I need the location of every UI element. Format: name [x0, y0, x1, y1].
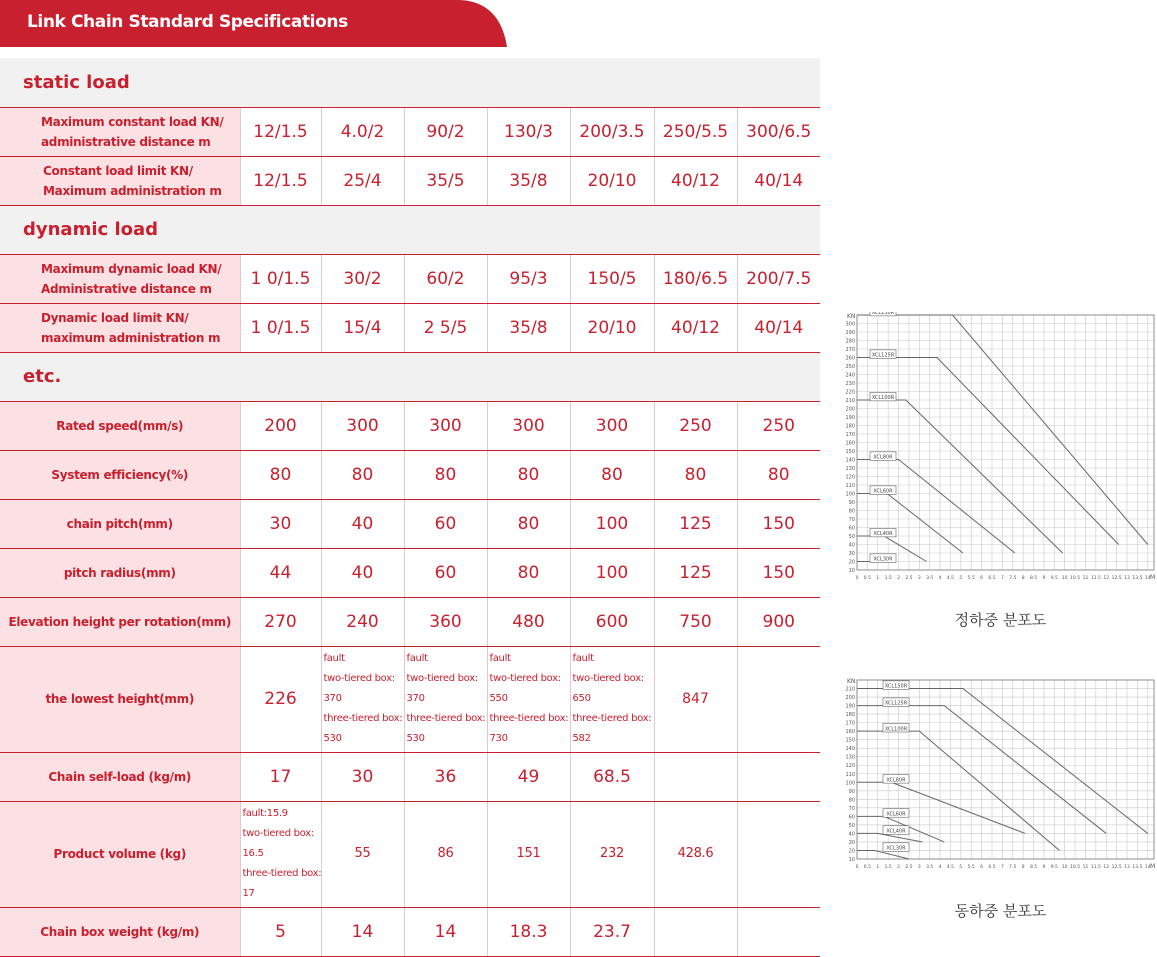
value-cell: 1 0/1.5 — [240, 254, 321, 303]
y-tick-label: 260 — [845, 355, 855, 362]
value-cell: 40 — [321, 548, 404, 597]
value-line: three-tiered box: — [489, 713, 569, 724]
value-cell: 240 — [321, 597, 404, 646]
value-cell — [737, 801, 820, 907]
value-cell: 5 — [240, 907, 321, 956]
x-tick-label: 8.5 — [1029, 865, 1038, 870]
value-cell: 250/5.5 — [654, 107, 737, 156]
value-cell: 23.7 — [570, 907, 654, 956]
value-cell: 12/1.5 — [240, 107, 321, 156]
x-tick-label: 11 — [1082, 576, 1089, 581]
x-tick-label: 6 — [980, 865, 984, 870]
dynamic-load-section-title: dynamic load — [0, 205, 820, 254]
series-label: XCL80R — [873, 454, 893, 461]
x-tick-label: 4.5 — [946, 865, 955, 870]
x-tick-label: 1 — [876, 865, 880, 870]
x-tick-label: 12.5 — [1111, 865, 1122, 870]
value-cell: 18.3 — [487, 907, 570, 956]
y-tick-label: 10 — [848, 857, 855, 863]
load-curve — [857, 850, 909, 859]
system-efficiency-row — [0, 450, 820, 499]
value-cell: 300 — [570, 401, 654, 450]
value-cell: 150/5 — [570, 254, 654, 303]
static-load-section — [0, 58, 820, 107]
y-tick-label: 170 — [845, 432, 855, 438]
y-tick-label: 30 — [848, 839, 855, 846]
y-tick-label: 240 — [845, 372, 855, 379]
value-cell: 200/7.5 — [737, 254, 820, 303]
value-cell: 40/12 — [654, 156, 737, 205]
x-tick-label: 11.5 — [1090, 576, 1101, 581]
value-cell: 60 — [404, 548, 487, 597]
value-cell: 847 — [654, 646, 737, 752]
series-label: XCL100R — [884, 726, 908, 733]
max-constant-load-row-label — [0, 107, 240, 156]
load-curve — [857, 494, 963, 554]
y-tick-label: 210 — [845, 686, 855, 693]
rated-speed-row — [0, 401, 820, 450]
x-tick-label: 2 — [897, 576, 900, 581]
page-title: Link Chain Standard Specifications — [27, 12, 348, 32]
x-tick-label: 0 — [855, 576, 859, 581]
y-tick-label: 30 — [848, 551, 855, 557]
value-cell: 150 — [737, 548, 820, 597]
value-cell: 14 — [321, 907, 404, 956]
value-cell-multiline — [321, 646, 404, 752]
series-label: XCL100R — [871, 395, 895, 402]
etc-section-title: etc. — [0, 352, 820, 401]
value-line: 17 — [242, 888, 255, 899]
pitch-radius-row — [0, 548, 820, 597]
value-line: fault:15.9 — [242, 808, 288, 819]
value-cell: 60/2 — [404, 254, 487, 303]
y-tick-label: 180 — [845, 712, 855, 719]
value-cell: 4.0/2 — [321, 107, 404, 156]
y-tick-label: 70 — [848, 517, 855, 523]
dynamic-load-limit-row-label-line2: maximum administration m — [41, 330, 221, 345]
value-cell — [654, 752, 737, 801]
value-cell: 100 — [570, 548, 654, 597]
series-label: XCL40R — [886, 828, 906, 835]
y-tick-label: 110 — [845, 483, 855, 489]
value-cell: 80 — [321, 450, 404, 499]
x-tick-label: 12 — [1103, 865, 1110, 870]
value-line: 530 — [323, 733, 342, 744]
x-tick-label: 14 — [1144, 576, 1151, 581]
value-cell: 40/12 — [654, 303, 737, 352]
max-constant-load-row-label-line1: Maximum constant load KN/ — [41, 114, 224, 129]
value-line: two-tiered box: — [323, 673, 395, 684]
y-tick-label: 130 — [845, 466, 855, 472]
chain-pitch-row — [0, 499, 820, 548]
value-cell: 20/10 — [570, 156, 654, 205]
value-cell: 80 — [737, 450, 820, 499]
dynamic-load-limit-row-label-line1: Dynamic load limit KN/ — [41, 310, 189, 325]
y-tick-label: 120 — [845, 763, 855, 770]
value-cell: 480 — [487, 597, 570, 646]
x-tick-label: 9.5 — [1050, 865, 1058, 870]
value-cell: 35/8 — [487, 156, 570, 205]
value-cell: 2 5/5 — [404, 303, 487, 352]
value-cell: 30 — [240, 499, 321, 548]
value-cell: 55 — [321, 801, 404, 907]
x-tick-label: 8.5 — [1029, 576, 1038, 581]
value-cell: 150 — [737, 499, 820, 548]
series-label: XCL125R — [884, 700, 908, 707]
series-label: XCL150R — [884, 683, 908, 690]
y-tick-label: 20 — [848, 848, 855, 855]
y-tick-label: 220 — [845, 389, 855, 396]
value-cell: 200 — [240, 401, 321, 450]
value-cell: 86 — [404, 801, 487, 907]
value-line: 16.5 — [242, 848, 264, 859]
dynamic-load-chart-caption: 동하중 분포도 — [954, 902, 1047, 920]
x-tick-label: 12 — [1103, 576, 1110, 581]
constant-load-limit-row-label-line1: Constant load limit KN/ — [43, 163, 193, 178]
max-constant-load-row-label-line2: administrative distance m — [41, 134, 211, 149]
chain-self-load-row — [0, 752, 820, 801]
x-tick-label: 11.5 — [1090, 865, 1101, 870]
x-tick-label: 3 — [917, 576, 921, 581]
value-cell: 90/2 — [404, 107, 487, 156]
value-cell: 80 — [654, 450, 737, 499]
value-cell: 12/1.5 — [240, 156, 321, 205]
x-tick-label: 7.5 — [1009, 576, 1017, 581]
x-tick-label: 7.5 — [1009, 865, 1017, 870]
elevation-height-row-label: Elevation height per rotation(mm) — [0, 597, 240, 646]
value-cell — [737, 646, 820, 752]
series-label: XCL60R — [873, 488, 893, 495]
constant-load-limit-row-label — [0, 156, 240, 205]
load-curve — [857, 460, 1015, 554]
y-tick-label: 110 — [845, 771, 855, 778]
value-line: fault — [323, 653, 345, 664]
value-cell: 49 — [487, 752, 570, 801]
y-tick-label: 100 — [845, 780, 855, 787]
y-tick-label: 90 — [848, 500, 855, 506]
x-tick-label: 3 — [917, 865, 921, 870]
value-cell: 900 — [737, 597, 820, 646]
y-tick-label: 20 — [848, 559, 855, 566]
y-tick-label: 10 — [848, 568, 855, 574]
value-cell: 300 — [404, 401, 487, 450]
y-tick-label: 120 — [845, 474, 855, 481]
x-tick-label: 1.5 — [884, 865, 892, 870]
value-cell: 30/2 — [321, 254, 404, 303]
y-tick-label: 200 — [845, 695, 855, 702]
value-cell: 250 — [654, 401, 737, 450]
series-label: XCL80R — [886, 777, 906, 784]
value-line: two-tiered box: — [572, 673, 644, 684]
chain-self-load-row-label: Chain self-load (kg/m) — [0, 752, 240, 801]
lowest-height-row-label: the lowest height(mm) — [0, 646, 240, 752]
value-cell-multiline — [240, 801, 321, 907]
series-label: XCL60R — [886, 811, 906, 818]
value-line: fault — [406, 653, 428, 664]
y-tick-label: 200 — [845, 406, 855, 413]
value-cell-multiline — [570, 646, 654, 752]
y-tick-label: 150 — [845, 737, 855, 744]
value-line: fault — [572, 653, 594, 664]
y-unit-label: KN — [847, 313, 856, 320]
value-cell: 40/14 — [737, 156, 820, 205]
y-tick-label: 140 — [845, 457, 855, 464]
max-constant-load-row — [0, 107, 820, 156]
series-label: XCL30R — [873, 556, 893, 563]
value-line: two-tiered box: — [242, 828, 314, 839]
system-efficiency-row-label: System efficiency(%) — [0, 450, 240, 499]
series-label: XCL40R — [873, 531, 893, 538]
spec-table-body — [0, 58, 820, 956]
x-unit-label: M — [1150, 574, 1156, 581]
x-tick-label: 13.5 — [1132, 865, 1143, 870]
x-tick-label: 4.5 — [946, 576, 955, 581]
y-unit-label: KN — [847, 678, 856, 685]
x-tick-label: 6.5 — [988, 576, 996, 581]
max-dynamic-load-row-label-line1: Maximum dynamic load KN/ — [41, 261, 222, 276]
dynamic-load-limit-row — [0, 303, 820, 352]
x-unit-label: M — [1150, 863, 1156, 870]
y-tick-label: 190 — [845, 703, 855, 710]
constant-load-limit-row-label-line2: Maximum administration m — [43, 183, 222, 198]
x-tick-label: 9 — [1042, 576, 1046, 581]
max-dynamic-load-row-label — [0, 254, 240, 303]
value-line: 650 — [572, 693, 591, 704]
value-cell: 95/3 — [487, 254, 570, 303]
x-tick-label: 2.5 — [905, 576, 913, 581]
value-cell-multiline — [404, 646, 487, 752]
value-cell: 14 — [404, 907, 487, 956]
value-cell: 200/3.5 — [570, 107, 654, 156]
value-cell: 270 — [240, 597, 321, 646]
y-tick-label: 280 — [845, 338, 855, 345]
dynamic-load-limit-row-label — [0, 303, 240, 352]
x-tick-label: 14 — [1144, 865, 1151, 870]
header-tab — [0, 0, 507, 47]
spec-table — [0, 58, 820, 957]
y-tick-label: 90 — [848, 788, 855, 795]
value-line: 530 — [406, 733, 425, 744]
value-cell: 40 — [321, 499, 404, 548]
y-tick-label: 150 — [845, 449, 855, 455]
x-tick-label: 6.5 — [988, 865, 996, 870]
y-tick-label: 60 — [848, 814, 855, 821]
chain-box-weight-row — [0, 907, 820, 956]
value-line: 730 — [489, 733, 508, 744]
value-cell: 36 — [404, 752, 487, 801]
x-tick-label: 8 — [1021, 865, 1025, 870]
x-tick-label: 5 — [959, 865, 963, 870]
x-tick-label: 5.5 — [967, 865, 975, 870]
y-tick-label: 230 — [845, 381, 855, 387]
value-cell — [654, 907, 737, 956]
value-line: three-tiered box: — [242, 868, 321, 879]
x-tick-label: 11 — [1082, 865, 1089, 870]
value-cell-multiline — [487, 646, 570, 752]
y-tick-label: 50 — [848, 822, 855, 829]
value-cell: 232 — [570, 801, 654, 907]
chain-pitch-row-label: chain pitch(mm) — [0, 499, 240, 548]
value-cell: 80 — [487, 450, 570, 499]
x-tick-label: 2 — [897, 865, 900, 870]
value-cell: 30 — [321, 752, 404, 801]
load-chart-svg — [843, 312, 1157, 584]
x-tick-label: 13 — [1124, 865, 1130, 870]
x-tick-label: 10 — [1061, 576, 1068, 581]
y-tick-label: 270 — [845, 347, 855, 353]
series-label: XCL125R — [871, 352, 895, 359]
value-cell: 40/14 — [737, 303, 820, 352]
value-line: fault — [489, 653, 511, 664]
x-tick-label: 6 — [980, 576, 984, 581]
x-tick-label: 1.5 — [884, 576, 892, 581]
value-cell: 25/4 — [321, 156, 404, 205]
y-tick-label: 190 — [845, 415, 855, 421]
value-cell: 17 — [240, 752, 321, 801]
y-tick-label: 300 — [845, 321, 855, 328]
y-tick-label: 250 — [845, 364, 855, 370]
value-line: three-tiered box: — [323, 713, 403, 724]
lowest-height-row — [0, 646, 820, 752]
value-cell: 80 — [487, 499, 570, 548]
elevation-height-row — [0, 597, 820, 646]
value-cell: 100 — [570, 499, 654, 548]
y-tick-label: 160 — [845, 440, 855, 447]
load-curve — [857, 833, 922, 842]
chain-box-weight-row-label: Chain box weight (kg/m) — [0, 907, 240, 956]
value-cell: 360 — [404, 597, 487, 646]
y-tick-label: 40 — [848, 831, 855, 838]
static-load-section-title: static load — [0, 58, 820, 107]
value-cell: 68.5 — [570, 752, 654, 801]
y-tick-label: 170 — [845, 720, 855, 727]
x-tick-label: 1 — [876, 576, 880, 581]
y-tick-label: 40 — [848, 542, 855, 549]
value-cell: 1 0/1.5 — [240, 303, 321, 352]
y-tick-label: 70 — [848, 805, 855, 812]
value-line: three-tiered box: — [406, 713, 486, 724]
value-cell: 600 — [570, 597, 654, 646]
value-line: 370 — [406, 693, 425, 704]
value-cell: 130/3 — [487, 107, 570, 156]
pitch-radius-row-label: pitch radius(mm) — [0, 548, 240, 597]
value-line: two-tiered box: — [489, 673, 561, 684]
x-tick-label: 0 — [855, 865, 859, 870]
y-tick-label: 80 — [848, 508, 855, 515]
load-chart-svg — [843, 677, 1157, 873]
y-tick-label: 130 — [845, 754, 855, 761]
x-tick-label: 4 — [938, 865, 942, 870]
value-cell: 125 — [654, 499, 737, 548]
x-tick-label: 3.5 — [926, 576, 934, 581]
y-tick-label: 100 — [845, 491, 855, 498]
dynamic-load-section — [0, 205, 820, 254]
value-cell: 300 — [321, 401, 404, 450]
x-tick-label: 5 — [959, 576, 963, 581]
x-tick-label: 4 — [938, 576, 942, 581]
x-tick-label: 9 — [1042, 865, 1046, 870]
x-tick-label: 7 — [1000, 576, 1004, 581]
y-tick-label: 140 — [845, 746, 855, 753]
value-cell: 300 — [487, 401, 570, 450]
value-cell — [737, 752, 820, 801]
x-tick-label: 9.5 — [1050, 576, 1058, 581]
value-cell: 15/4 — [321, 303, 404, 352]
value-cell: 35/5 — [404, 156, 487, 205]
value-cell: 250 — [737, 401, 820, 450]
y-tick-label: 80 — [848, 797, 855, 804]
value-cell — [737, 907, 820, 956]
value-cell: 300/6.5 — [737, 107, 820, 156]
value-cell: 80 — [487, 548, 570, 597]
static-load-chart-caption: 정하중 분포도 — [954, 611, 1047, 629]
x-tick-label: 10.5 — [1070, 576, 1081, 581]
value-cell: 20/10 — [570, 303, 654, 352]
value-cell: 151 — [487, 801, 570, 907]
series-label: XCL30R — [886, 845, 906, 852]
x-tick-label: 2.5 — [905, 865, 913, 870]
constant-load-limit-row — [0, 156, 820, 205]
value-cell: 44 — [240, 548, 321, 597]
x-tick-label: 5.5 — [967, 576, 975, 581]
x-tick-label: 8 — [1021, 576, 1025, 581]
product-volume-row — [0, 801, 820, 907]
value-cell: 80 — [404, 450, 487, 499]
max-dynamic-load-row-label-line2: Administrative distance m — [41, 281, 212, 296]
value-line: three-tiered box: — [572, 713, 652, 724]
y-tick-label: 210 — [845, 398, 855, 404]
value-cell: 226 — [240, 646, 321, 752]
y-tick-label: 180 — [845, 423, 855, 430]
value-line: 550 — [489, 693, 508, 704]
x-tick-label: 7 — [1000, 865, 1004, 870]
value-line: 370 — [323, 693, 342, 704]
y-tick-label: 50 — [848, 534, 855, 540]
dynamic-load-chart — [843, 677, 1157, 877]
x-tick-label: 10 — [1061, 865, 1068, 870]
y-tick-label: 60 — [848, 525, 855, 532]
x-tick-label: 0.5 — [863, 576, 871, 581]
value-line: two-tiered box: — [406, 673, 478, 684]
x-tick-label: 12.5 — [1111, 576, 1122, 581]
value-cell: 35/8 — [487, 303, 570, 352]
y-tick-label: 160 — [845, 729, 855, 736]
series-label: XCL150R — [871, 312, 895, 317]
value-line: 582 — [572, 733, 591, 744]
x-tick-label: 0.5 — [863, 865, 871, 870]
x-tick-label: 13.5 — [1132, 576, 1143, 581]
product-volume-row-label: Product volume (kg) — [0, 801, 240, 907]
value-cell: 125 — [654, 548, 737, 597]
x-tick-label: 13 — [1124, 576, 1130, 581]
value-cell: 180/6.5 — [654, 254, 737, 303]
y-tick-label: 290 — [845, 330, 855, 336]
static-load-chart — [843, 312, 1157, 588]
max-dynamic-load-row — [0, 254, 820, 303]
value-cell: 750 — [654, 597, 737, 646]
value-cell: 428.6 — [654, 801, 737, 907]
value-cell: 80 — [570, 450, 654, 499]
rated-speed-row-label: Rated speed(mm/s) — [0, 401, 240, 450]
x-tick-label: 10.5 — [1070, 865, 1081, 870]
x-tick-label: 3.5 — [926, 865, 934, 870]
etc-section — [0, 352, 820, 401]
value-cell: 80 — [240, 450, 321, 499]
value-cell: 60 — [404, 499, 487, 548]
